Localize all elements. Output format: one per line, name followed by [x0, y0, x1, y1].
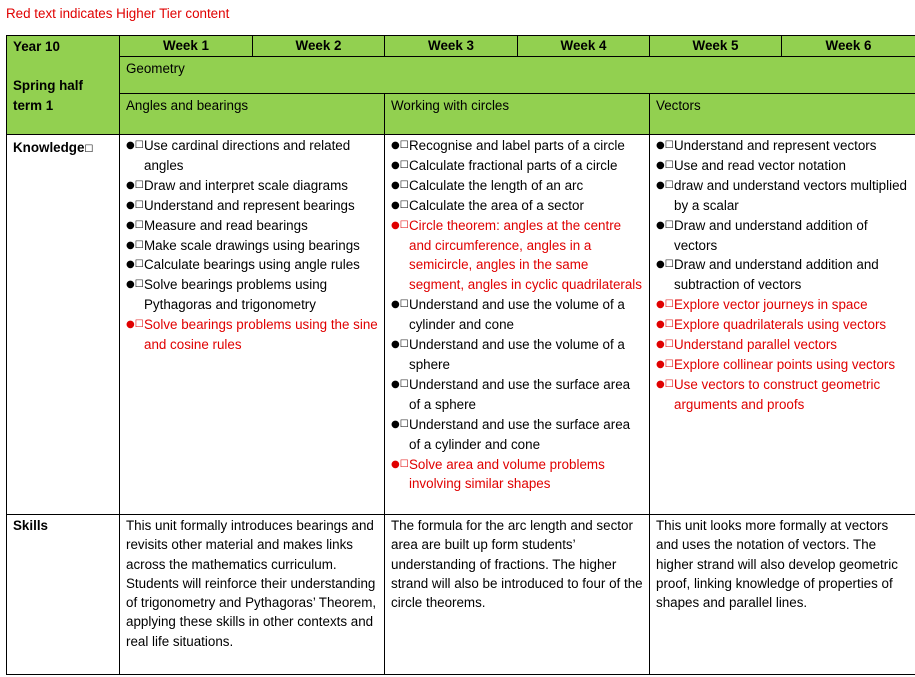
knowledge-item-text: Understand and use the volume of a cylinder and cone [409, 297, 625, 333]
week-6-header: Week 6 [782, 36, 915, 57]
bullet-checkbox-icon: ●☐ [126, 259, 144, 271]
skills-angles-bearings: This unit formally introduces bearings and revisits other material and makes links across the mathematics curriculum. Students will reinforce their understanding of trigonometry and Pythagoras’ Theorem, applying these skills in other contexts and real life situations. [120, 515, 385, 675]
bullet-checkbox-icon: ●☐ [126, 239, 144, 251]
knowledge-item-text: Understand and use the volume of a sphere [409, 337, 625, 372]
knowledge-item [656, 216, 909, 256]
week-5-header: Week 5 [650, 36, 782, 57]
bullet-checkbox-icon: ●☐ [656, 140, 674, 151]
bullet-checkbox-icon: ●☐ [126, 179, 144, 191]
knowledge-item [391, 375, 643, 415]
knowledge-item [656, 255, 909, 295]
knowledge-item [656, 295, 909, 315]
bullet-checkbox-icon: ●☐ [391, 140, 409, 151]
knowledge-item-text: Measure and read bearings [144, 217, 308, 233]
knowledge-item [126, 236, 378, 256]
knowledge-working-with-circles [385, 135, 650, 515]
week-header-row [7, 36, 915, 57]
knowledge-item [391, 136, 643, 156]
bullet-checkbox-icon: ●☐ [126, 140, 144, 151]
knowledge-item-text: Calculate the area of a sector [409, 197, 584, 213]
knowledge-item [656, 176, 909, 216]
bullet-checkbox-icon: ●☐ [656, 259, 674, 271]
knowledge-item [126, 136, 378, 176]
topic-row [7, 94, 915, 135]
knowledge-item [391, 295, 643, 335]
knowledge-item-text: Understand and represent vectors [674, 138, 877, 153]
knowledge-item-text: draw and understand vectors multiplied by a scalar [674, 177, 907, 213]
knowledge-item [391, 335, 643, 375]
bullet-checkbox-icon: ●☐ [656, 299, 674, 311]
bullet-checkbox-icon: ●☐ [391, 458, 409, 470]
bullet-checkbox-icon: ●☐ [656, 219, 674, 231]
knowledge-item [656, 315, 909, 335]
knowledge-item-text: Explore quadrilaterals using vectors [674, 317, 887, 333]
week-2-header: Week 2 [253, 36, 385, 57]
bullet-checkbox-icon: ●☐ [656, 339, 674, 351]
year-label: Year 10 [13, 39, 60, 54]
skills-row [7, 515, 915, 675]
bullet-checkbox-icon: ●☐ [391, 299, 409, 311]
bullet-checkbox-icon: ●☐ [391, 378, 409, 390]
knowledge-item-text: Draw and interpret scale diagrams [144, 177, 348, 193]
knowledge-item [391, 196, 643, 216]
knowledge-item [656, 156, 909, 176]
knowledge-item-text: Recognise and label parts of a circle [409, 138, 625, 153]
bullet-checkbox-icon: ●☐ [391, 418, 409, 430]
knowledge-item-text: Calculate bearings using angle rules [144, 257, 360, 273]
knowledge-item-text: Draw and understand addition of vectors [674, 217, 868, 253]
knowledge-item-text: Use cardinal directions and related angles [144, 138, 351, 173]
knowledge-item [126, 196, 378, 216]
knowledge-item [126, 315, 378, 355]
scheme-of-work-table [6, 35, 915, 675]
knowledge-item-text: Explore vector journeys in space [674, 297, 868, 313]
knowledge-item [126, 275, 378, 315]
week-4-header: Week 4 [518, 36, 650, 57]
knowledge-item-text: Understand parallel vectors [674, 337, 838, 353]
knowledge-item-text: Calculate the length of an arc [409, 177, 584, 193]
knowledge-item [656, 136, 909, 156]
skills-working-with-circles: The formula for the arc length and sector area are built up form students’ understanding of fractions. The higher strand will also be introduced to four of the circle theorems. [385, 515, 650, 675]
knowledge-item [391, 415, 643, 455]
bullet-checkbox-icon: ●☐ [391, 339, 409, 351]
bullet-checkbox-icon: ●☐ [656, 319, 674, 331]
week-3-header: Week 3 [385, 36, 518, 57]
knowledge-item [391, 455, 643, 495]
bullet-checkbox-icon: ●☐ [391, 179, 409, 191]
knowledge-item [656, 375, 909, 415]
term-label: Spring half term 1 [13, 77, 83, 113]
knowledge-vectors [650, 135, 915, 515]
bullet-checkbox-icon: ●☐ [656, 179, 674, 191]
week-1-header: Week 1 [120, 36, 253, 57]
knowledge-item-text: Explore collinear points using vectors [674, 356, 896, 372]
bullet-checkbox-icon: ●☐ [656, 159, 674, 171]
skills-vectors: This unit looks more formally at vectors and uses the notation of vectors. The higher strand will also develop geometric proof, linking knowledge of properties of shapes and parallel lines. [650, 515, 915, 675]
knowledge-item-text: Solve bearings problems using the sine and cosine rules [144, 317, 378, 353]
skills-label: Skills [7, 515, 120, 675]
knowledge-item-text: Circle theorem: angles at the centre and circumference, angles in a semicircle, angles in the same segment, angles in cyclic quadrilaterals [409, 217, 642, 293]
knowledge-item-text: Understand and represent bearings [144, 197, 355, 213]
knowledge-item [391, 216, 643, 296]
topic-working-with-circles: Working with circles [385, 94, 650, 135]
knowledge-item-text: Make scale drawings using bearings [144, 237, 360, 253]
bullet-checkbox-icon: ●☐ [391, 199, 409, 211]
knowledge-item-text: Use vectors to construct geometric arguments and proofs [674, 376, 881, 412]
unit-row [7, 57, 915, 94]
knowledge-item-text: Solve area and volume problems involving similar shapes [409, 456, 605, 492]
topic-angles-bearings: Angles and bearings [120, 94, 385, 135]
knowledge-item-text: Use and read vector notation [674, 157, 846, 173]
unit-title: Geometry [120, 57, 915, 94]
bullet-checkbox-icon: ●☐ [126, 279, 144, 291]
knowledge-item-text: Understand and use the surface area of a sphere [409, 376, 631, 412]
bullet-checkbox-icon: ●☐ [391, 219, 409, 231]
bullet-checkbox-icon: ●☐ [391, 159, 409, 171]
knowledge-item-text: Calculate fractional parts of a circle [409, 157, 618, 173]
knowledge-item [126, 255, 378, 275]
knowledge-row [7, 135, 915, 515]
bullet-checkbox-icon: ●☐ [656, 378, 674, 390]
knowledge-item [656, 335, 909, 355]
knowledge-label-cell: Knowledge☐ [7, 135, 120, 515]
higher-tier-note: Red text indicates Higher Tier content [6, 6, 230, 21]
bullet-checkbox-icon: ●☐ [126, 319, 144, 331]
knowledge-item-text: Solve bearings problems using Pythagoras and trigonometry [144, 277, 328, 313]
topic-vectors: Vectors [650, 94, 915, 135]
knowledge-item [656, 355, 909, 375]
bullet-checkbox-icon: ●☐ [126, 199, 144, 211]
knowledge-item [126, 176, 378, 196]
knowledge-item [391, 156, 643, 176]
knowledge-item [391, 176, 643, 196]
knowledge-item-text: Draw and understand addition and subtraction of vectors [674, 257, 879, 293]
year-term-cell [7, 36, 120, 135]
knowledge-item [126, 216, 378, 236]
bullet-checkbox-icon: ●☐ [656, 358, 674, 370]
bullet-checkbox-icon: ●☐ [126, 219, 144, 231]
knowledge-label: Knowledge [13, 140, 85, 155]
knowledge-angles-bearings [120, 135, 385, 515]
knowledge-item-text: Understand and use the surface area of a cylinder and cone [409, 416, 631, 452]
